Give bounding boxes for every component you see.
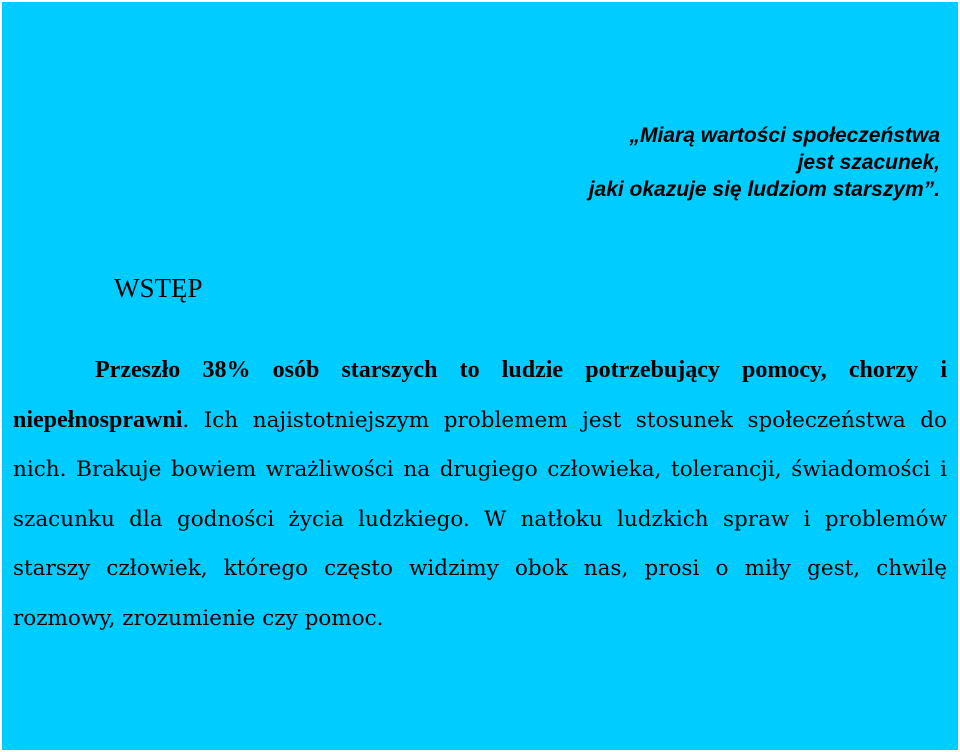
motto-quote [340,122,940,203]
intro-regular-text: . Ich najistotniejszym problemem jest stosunek społeczeństwa do nich. Brakuje bowiem wrażliwości na drugiego człowieka, tolerancji, świadomości i szacunku dla godności życia ludzkiego. W natłoku ludzkich spraw i problemów starszy człowiek, którego często widzimy obok nas, prosi o miły gest, chwilę rozmowy, zrozumienie czy pomoc. [13,407,947,631]
intro-bold-text: Przeszło 38% osób starszych to ludzie potrzebujący pomocy, chorzy i niepełnosprawni [13,357,947,433]
motto-line-1: „Miarą wartości społeczeństwa [629,124,940,147]
section-heading: WSTĘP [114,273,203,303]
intro-paragraph [13,346,947,643]
slide-background [2,2,958,750]
motto-line-3: jaki okazuje się ludziom starszym”. [588,178,940,201]
motto-line-2: jest szacunek, [797,151,940,174]
